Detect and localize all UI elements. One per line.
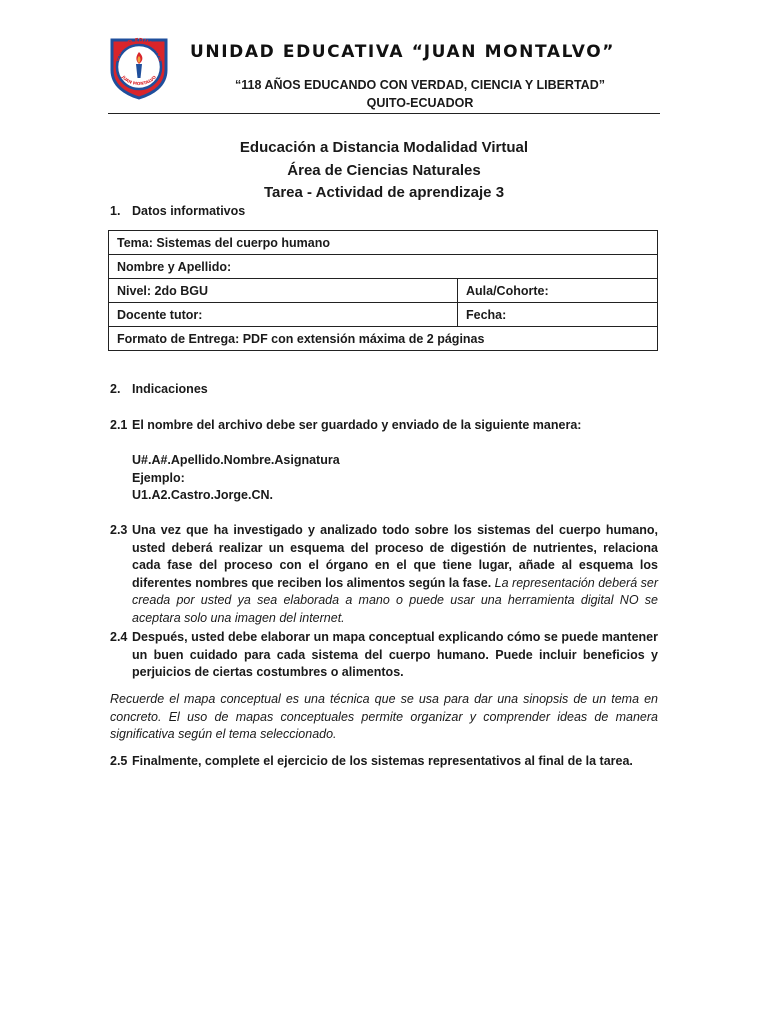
example-filename: U1.A2.Castro.Jorge.CN. (132, 488, 274, 502)
section-1-title: Datos informativos (132, 204, 246, 218)
fecha-cell: Fecha: (458, 303, 658, 327)
table-row (109, 279, 658, 303)
section-2-number: 2. (110, 382, 121, 396)
concept-map-note: Recuerde el mapa conceptual es una técnica que se usa para dar una sinopsis de un tema en concreto. El uso de mapas conceptuales permite organizar y comprender ideas de manera significativa según el tema seleccionado. (110, 692, 658, 741)
tema-cell: Tema: Sistemas del cuerpo humano (109, 231, 658, 255)
example-label: Ejemplo: (132, 470, 185, 485)
item-number: 2.5 (110, 754, 128, 768)
school-motto: “118 AÑOS EDUCANDO CON VERDAD, CIENCIA Y LIBERTAD” (235, 78, 605, 92)
filename-pattern: U#.A#.Apellido.Nombre.Asignatura (132, 453, 340, 467)
table-row (109, 327, 658, 351)
aula-cell: Aula/Cohorte: (458, 279, 658, 303)
school-city: QUITO-ECUADOR (366, 96, 474, 110)
nombre-cell: Nombre y Apellido: (109, 255, 658, 279)
logo-text-bottom: JUAN MONTALVO (121, 74, 158, 87)
item-italic-note: La representación deberá ser creada por usted ya sea elaborada a mano o puede usar una herramienta digital NO se aceptara solo una imagen del internet. (132, 575, 658, 625)
section-2-title: Indicaciones (132, 382, 208, 396)
title-line-2: Área de Ciencias Naturales (287, 161, 481, 179)
item-2-5 (110, 753, 658, 771)
item-number: 2.4 (110, 630, 128, 644)
section-1-heading (110, 204, 245, 218)
table-row (109, 255, 658, 279)
section-2-heading (110, 382, 208, 396)
filename-block (132, 452, 340, 505)
title-line-1: Educación a Distancia Modalidad Virtual (239, 139, 529, 156)
nivel-cell: Nivel: 2do BGU (109, 279, 458, 303)
section-1-number: 1. (110, 204, 121, 218)
item-2-4 (110, 629, 658, 682)
item-2-3 (110, 522, 658, 627)
school-name: UNIDAD EDUCATIVA “JUAN MONTALVO” (190, 42, 616, 62)
logo-text-top: UNIDAD EDUCATIVA (114, 37, 164, 62)
item-text: Una vez que ha investigado y analizado todo sobre los sistemas del cuerpo humano, usted deberá realizar un esquema del proceso de digestión de nutrientes, relaciona cada fase del proceso con el órgano en el que tiene lugar, añade al esquema los diferentes nombres que reciben los alimentos según la fase. (132, 523, 658, 590)
header-divider (108, 113, 660, 114)
item-number: 2.3 (110, 523, 128, 537)
item-text: Finalmente, complete el ejercicio de los sistemas representativos al final de la tarea. (132, 754, 633, 768)
title-line-3: Tarea - Actividad de aprendizaje 3 (263, 184, 505, 201)
info-table (108, 230, 658, 351)
document-titles (108, 137, 660, 205)
docente-cell: Docente tutor: (109, 303, 458, 327)
formato-cell: Formato de Entrega: PDF con extensión máxima de 2 páginas (109, 327, 658, 351)
item-2-1 (110, 417, 658, 435)
item-text: Después, usted debe elaborar un mapa conceptual explicando cómo se puede mantener un buen cuidado para cada sistema del cuerpo humano. Puede incluir beneficios y perjuicios de ciertas costumbres o alimentos. (132, 630, 658, 679)
item-number: 2.1 (110, 418, 128, 432)
table-row (109, 231, 658, 255)
item-text: El nombre del archivo debe ser guardado y enviado de la siguiente manera: (132, 418, 582, 432)
table-row (109, 303, 658, 327)
